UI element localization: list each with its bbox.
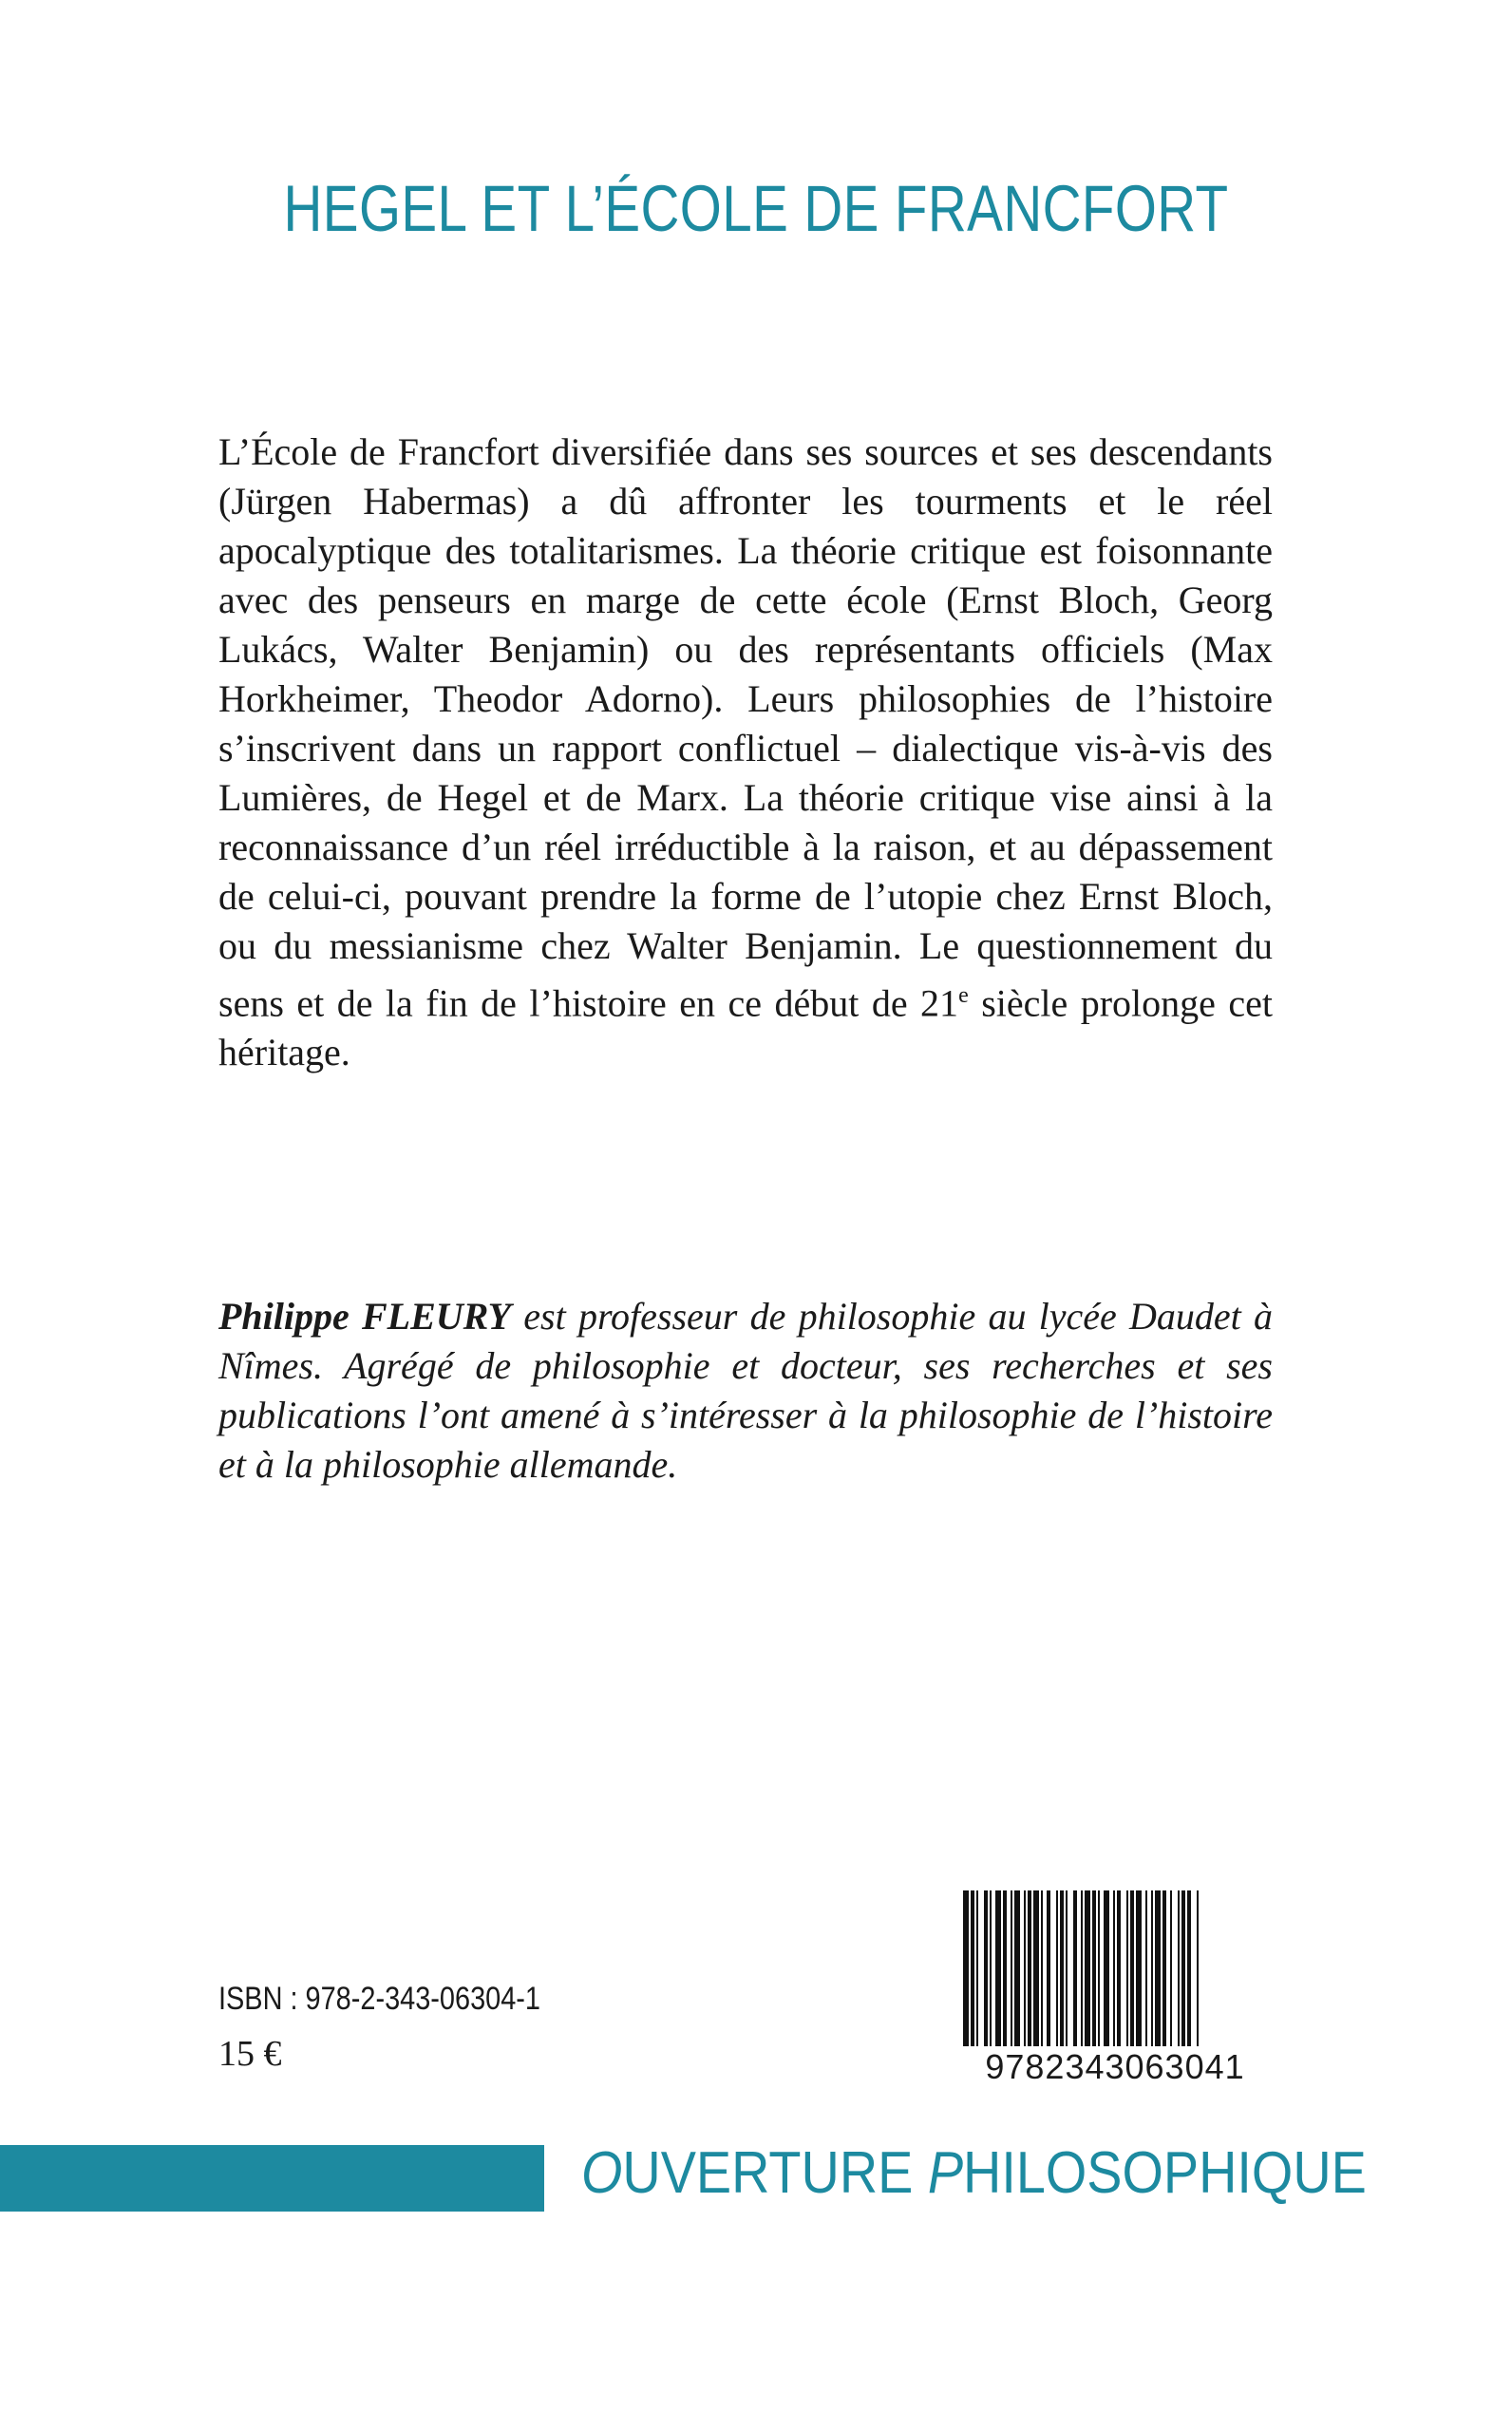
series-word-1: UVERTURE xyxy=(622,2140,928,2206)
barcode-digits: 9782343063041 xyxy=(959,2046,1271,2088)
blurb-text-end: siècle prolonge cet héritage. xyxy=(218,981,1273,1074)
series-initial-p: P xyxy=(927,2140,964,2206)
back-cover-blurb xyxy=(218,427,1273,1077)
barcode-bars xyxy=(959,1890,1271,2061)
author-bio-text: est professeur de philosophie au lycée Daudet à Nîmes. Agrégé de philosophie et docteur, ses recherches et ses publications l’ont amené à s’intéresser à la philosophie de l’histoire et à la philosophie allemande. xyxy=(218,1295,1274,1486)
author-name: Philippe FLEURY xyxy=(218,1295,512,1338)
series-initial-o: O xyxy=(581,2140,623,2206)
isbn: ISBN : 978-2-343-06304-1 xyxy=(218,1981,540,2017)
series-name xyxy=(581,2139,1367,2207)
price: 15 € xyxy=(218,2034,282,2074)
book-title: HEGEL ET L’ÉCOLE DE FRANCFORT xyxy=(283,172,1229,245)
century-superscript: e xyxy=(958,983,969,1008)
author-bio xyxy=(218,1292,1273,1490)
barcode xyxy=(959,1890,1271,2094)
series-band xyxy=(0,2145,544,2212)
blurb-text: L’École de Francfort diversifiée dans ses sources et ses descendants (Jürgen Habermas) a dû affronter les tourments et le réel apocalyptique des totalitarismes. La théorie critique est foisonnante avec des penseurs en marge de cette école (Ernst Bloch, Georg Lukács, Walter Benjamin) ou des représentants officiels (Max Horkheimer, Theodor Adorno). Leurs philosophies de l’histoire s’inscrivent dans un rapport conflictuel – dialectique vis-à-vis des Lumières, de Hegel et de Marx. La théorie critique vise ainsi à la reconnaissance d’un réel irréductible à la raison, et au dépassement de celui-ci, pouvant prendre la forme de l’utopie chez Ernst Bloch, ou du messianisme chez Walter Benjamin. Le questionnement du sens et de la fin de l’histoire en ce début de 21 xyxy=(218,430,1273,1025)
series-word-2: HILOSOPHIQUE xyxy=(963,2140,1367,2206)
